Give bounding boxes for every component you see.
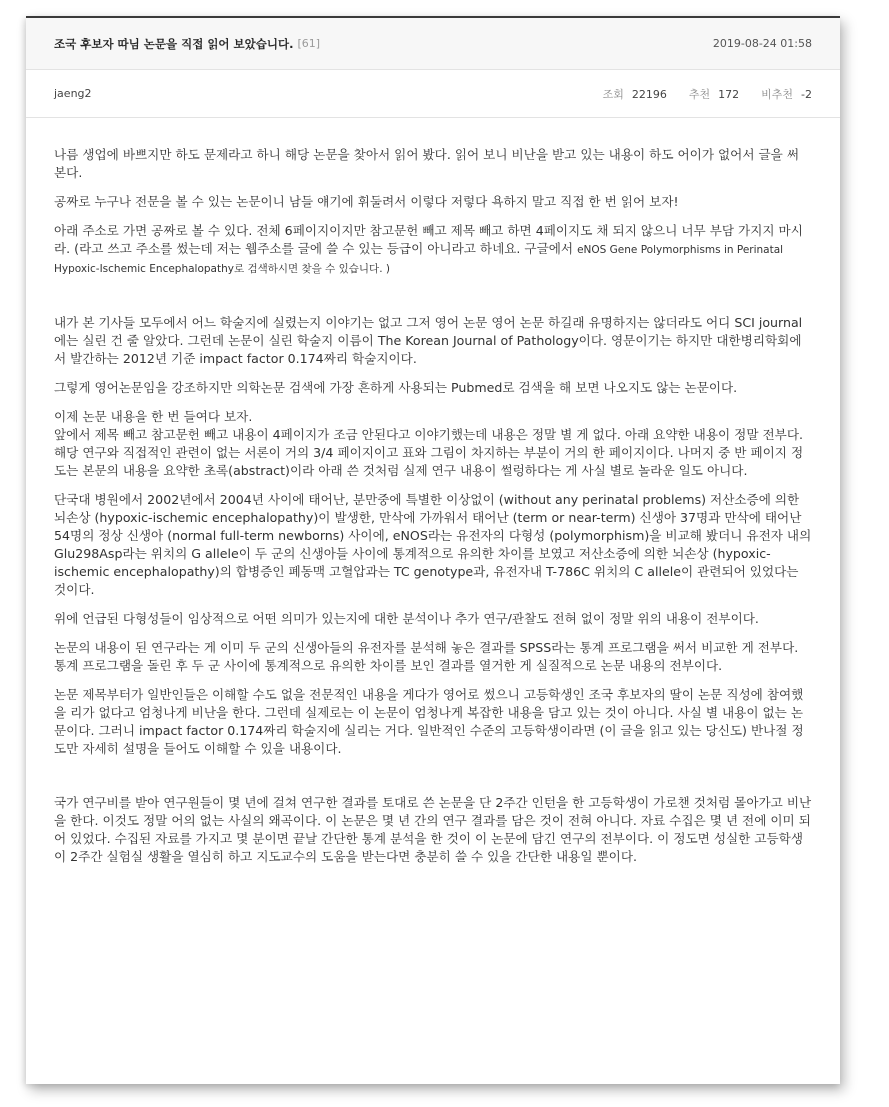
author-name[interactable]: jaeng2 (54, 87, 92, 100)
likes-count: 172 (718, 87, 740, 101)
paragraph: 위에 언급된 다형성들이 임상적으로 어떤 의미가 있는지에 대한 분석이나 추가 연구/관찰도 전혀 없이 정말 위의 내용이 전부이다. (54, 611, 759, 626)
likes-label: 추천 (688, 87, 711, 101)
paragraph: 이제 논문 내용을 한 번 들여다 보자. (54, 409, 253, 424)
comment-count-badge[interactable]: [61] (297, 37, 321, 50)
paragraph: 공짜로 누구나 전문을 볼 수 있는 논문이니 남들 얘기에 휘둘려서 이렇다 저렇다 욕하지 말고 직접 한 번 읽어 보자! (54, 194, 679, 209)
dislikes-label: 비추천 (761, 87, 794, 101)
dislikes-stat (761, 86, 812, 102)
paragraph: 내가 본 기사들 모두에서 어느 학술지에 실렸는지 이야기는 없고 그저 영어 논문 영어 논문 하길래 유명하지는 않더라도 어디 SCI journal에는 실린 건 줄 알았다. 그런데 논문이 실린 학술지 이름이 The Korean Journal of Pathology이다. 영문이기는 하지만 대한병리학회에서 발간하는 2012년 기준 impact factor 0.174짜리 학술지이다. (54, 315, 803, 366)
post-meta (26, 70, 840, 118)
post-stats (603, 86, 812, 102)
views-count: 22196 (631, 87, 667, 101)
post-container (26, 16, 840, 1084)
dislikes-count: -2 (801, 87, 812, 101)
paragraph: 나름 생업에 바쁘지만 하도 문제라고 하니 해당 논문을 찾아서 읽어 봤다. 읽어 보니 비난을 받고 있는 내용이 하도 어이가 없어서 글을 써 본다. (54, 147, 800, 180)
post-title: 조국 후보자 따님 논문을 직접 읽어 보았습니다. (54, 36, 294, 51)
post-date: 2019-08-24 01:58 (712, 37, 812, 50)
likes-stat (689, 86, 739, 102)
post-header (26, 18, 840, 70)
post-body (26, 118, 840, 866)
paragraph: 앞에서 제목 빼고 참고문헌 빼고 내용이 4페이지가 조금 안된다고 이야기했는데 내용은 정말 별 게 없다. 아래 요약한 내용이 정말 전부다. 해당 연구와 직접적인 관련이 없는 서론이 거의 3/4 페이지이고 표와 그림이 차지하는 부분이 거의 한 페이지이다. 나머지 중 반 페이지 정도는 본문의 내용을 요약한 초록(abstract)이라 아래 쓴 것처럼 실제 연구 내용이 썰렁하다는 게 사실 별로 놀라운 일도 아니다. (54, 427, 804, 478)
paragraph: 논문 제목부터가 일반인들은 이해할 수도 없을 전문적인 내용을 게다가 영어로 썼으니 고등학생인 조국 후보자의 딸이 논문 직성에 참여했을 리가 없다고 엄청나게 비난을 한다. 그런데 실제로는 이 논문이 엄청나게 복잡한 내용을 담고 있는 것이 아니다. 사실 별 내용이 없는 논문이다. 그러니 impact factor 0.174짜리 학술지에 실리는 거다. 일반적인 수준의 고등학생이라면 (이 글을 읽고 있는 당신도) 반나절 정도만 자세히 설명을 들어도 이해할 수 있을 내용이다. (54, 687, 804, 756)
paragraph: 국가 연구비를 받아 연구원들이 몇 년에 걸쳐 연구한 결과를 토대로 쓴 논문을 단 2주간 인턴을 한 고등학생이 가로챈 것처럼 몰아가고 비난을 한다. 이것도 정말 어의 없는 사실의 왜곡이다. 이 논문은 몇 년 간의 연구 결과를 담은 것이 전혀 아니다. 자료 수집은 몇 년 전에 이미 되어 있었다. 수집된 자료를 가지고 몇 분이면 끝날 간단한 통계 분석을 한 것이 이 논문에 담긴 연구의 전부이다. 이 정도면 성실한 고등학생이 2주간 실험실 생활을 열심히 하고 지도교수의 도움을 받는다면 충분히 쓸 수 있을 간단한 내용일 뿐이다. (54, 795, 812, 864)
views-label: 조회 (602, 87, 624, 101)
paragraph-text: 아래 주소로 가면 공짜로 볼 수 있다. 전체 6페이지이지만 참고문헌 빼고 제목 빼고 하면 4페이지도 채 되지 않으니 너무 부담 가지지 마시라. (라고 쓰고 주소를 썼는데 저는 웹주소를 글에 쓸 수 있는 등급이 아니라고 하네요. 구글에서 (54, 223, 803, 256)
paragraph: 단국대 병원에서 2002년에서 2004년 사이에 태어난, 분만중에 특별한 이상없이 (without any perinatal problems) 저산소증에 의한 뇌손상 (hypoxic-ischemic encephalopathy)이 발생한, 만삭에 가까워서 태어난 (term or near-term) 신생아 37명과 만삭에 태어난 54명의 정상 신생아 (normal full-term newborns) 사이에, eNOS라는 유전자의 다형성 (polymorphism)을 비교해 봤더니 유전자 내의 Glu298Asp라는 위치의 G allele이 두 군의 신생아들 사이에 통계적으로 유의한 차이를 보였고 저산소증에 의한 뇌손상 (hypoxic-ischemic encephalopathy)의 합병증인 폐동맥 고혈압과는 TC genotype과, 유전자내 T-786C 위치의 C allele이 관련되어 있었다는 것이다. (54, 492, 812, 597)
search-hint-text: eNOS Gene Polymorphisms in Perinatal Hypoxic-Ischemic Encephalopathy로 검색하시면 찾을 수 있습니다. ) (54, 244, 784, 275)
paragraph: 논문의 내용이 된 연구라는 게 이미 두 군의 신생아들의 유전자를 분석해 놓은 결과를 SPSS라는 통계 프로그램을 써서 비교한 게 전부다. 통계 프로그램을 돌린 후 두 군 사이에 통계적으로 유의한 차이를 보인 결과를 열거한 게 실질적으로 논문 내용의 전부이다. (54, 640, 799, 673)
views-stat (603, 86, 667, 102)
paragraph (54, 222, 812, 278)
paragraph: 그렇게 영어논문임을 강조하지만 의학논문 검색에 가장 흔하게 사용되는 Pubmed로 검색을 해 보면 나오지도 않는 논문이다. (54, 380, 738, 395)
